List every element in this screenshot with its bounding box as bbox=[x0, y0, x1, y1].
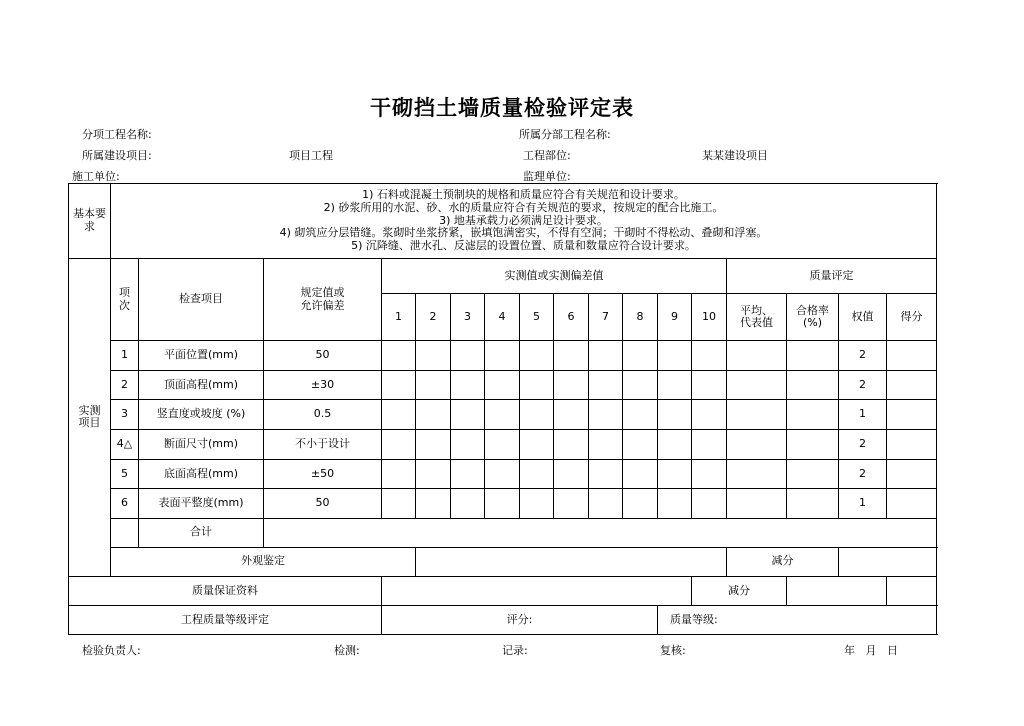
table-row bbox=[69, 489, 937, 519]
inspector-label: 检验负责人: bbox=[82, 644, 141, 657]
table-row bbox=[69, 370, 937, 400]
row-weight: 1 bbox=[839, 489, 887, 519]
inspection-table bbox=[68, 183, 937, 635]
grade-eval-label: 工程质量等级评定 bbox=[69, 605, 382, 634]
row-weight: 2 bbox=[839, 459, 887, 489]
requirement-item: 4) 砌筑应分层错缝。浆砌时坐浆挤紧，嵌填饱满密实，不得有空洞；干砌时不得松动、叠砌和浮塞。 bbox=[279, 226, 768, 240]
total-label: 合计 bbox=[139, 518, 264, 547]
row-weight: 2 bbox=[839, 341, 887, 371]
measure-number: 7 bbox=[589, 294, 623, 341]
requirement-item: 1) 石料或混凝土预制块的规格和质量应符合有关规范和设计要求。 bbox=[362, 188, 685, 202]
row-weight: 2 bbox=[839, 370, 887, 400]
review-label: 复核: bbox=[660, 644, 686, 657]
measure-number: 9 bbox=[658, 294, 692, 341]
test-label: 检测: bbox=[334, 644, 360, 657]
measure-number: 1 bbox=[382, 294, 416, 341]
row-weight: 1 bbox=[839, 400, 887, 430]
construction-project-value: 项目工程 bbox=[289, 149, 333, 162]
row-item: 平面位置(mm) bbox=[139, 341, 264, 371]
row-weight: 2 bbox=[839, 430, 887, 460]
row-seq: 2 bbox=[111, 370, 139, 400]
requirement-item: 2) 砂浆所用的水泥、砂、水的质量应符合有关规范的要求，按规定的配合比施工。 bbox=[323, 201, 724, 215]
measure-number: 5 bbox=[520, 294, 554, 341]
row-item: 顶面高程(mm) bbox=[139, 370, 264, 400]
requirement-item: 5) 沉降缝、泄水孔、反滤层的设置位置、质量和数量应符合设计要求。 bbox=[351, 239, 696, 253]
basic-requirements-text bbox=[111, 184, 937, 259]
table-row bbox=[69, 430, 937, 460]
contractor-label: 施工单位: bbox=[72, 170, 120, 183]
row-seq: 1 bbox=[111, 341, 139, 371]
row-spec: 0.5 bbox=[264, 400, 382, 430]
row-seq: 4△ bbox=[111, 430, 139, 460]
quality-docs-label: 质量保证资料 bbox=[69, 576, 382, 605]
col-quality-header: 质量评定 bbox=[727, 259, 937, 294]
row-item: 竖直度或坡度 (%) bbox=[139, 400, 264, 430]
table-row bbox=[69, 459, 937, 489]
appearance-label: 外观鉴定 bbox=[111, 547, 416, 576]
col-weight-header: 权值 bbox=[839, 294, 887, 341]
location-label: 工程部位: bbox=[523, 149, 571, 162]
col-avg-header: 平均、 代表值 bbox=[727, 294, 787, 341]
record-label: 记录: bbox=[502, 644, 528, 657]
row-seq: 6 bbox=[111, 489, 139, 519]
row-item: 断面尺寸(mm) bbox=[139, 430, 264, 460]
basic-requirements-label: 基本要求 bbox=[69, 184, 111, 259]
measure-number: 2 bbox=[416, 294, 451, 341]
col-pass-rate-header: 合格率 (%) bbox=[787, 294, 839, 341]
page-title: 干砌挡土墙质量检验评定表 bbox=[370, 96, 634, 120]
measured-items-label: 实测 项目 bbox=[69, 259, 111, 577]
measure-number: 10 bbox=[692, 294, 727, 341]
row-spec: 不小于设计 bbox=[264, 430, 382, 460]
measure-number: 4 bbox=[485, 294, 520, 341]
row-item: 表面平整度(mm) bbox=[139, 489, 264, 519]
measure-number: 8 bbox=[623, 294, 658, 341]
row-spec: 50 bbox=[264, 341, 382, 371]
location-value: 某某建设项目 bbox=[702, 149, 768, 162]
col-score-header: 得分 bbox=[887, 294, 937, 341]
row-item: 底面高程(mm) bbox=[139, 459, 264, 489]
col-item-header: 检查项目 bbox=[139, 259, 264, 341]
table-row bbox=[69, 341, 937, 371]
row-seq: 5 bbox=[111, 459, 139, 489]
col-seq-header: 项 次 bbox=[111, 259, 139, 341]
construction-project-label: 所属建设项目: bbox=[82, 149, 152, 162]
measure-number: 3 bbox=[451, 294, 485, 341]
row-spec: 50 bbox=[264, 489, 382, 519]
sub-project-label: 分项工程名称: bbox=[82, 128, 152, 141]
date-label: 年 月 日 bbox=[844, 644, 898, 657]
row-seq: 3 bbox=[111, 400, 139, 430]
col-spec-header: 规定值或 允许偏差 bbox=[264, 259, 382, 341]
parent-project-label: 所属分部工程名称: bbox=[519, 128, 611, 141]
row-spec: ±50 bbox=[264, 459, 382, 489]
col-measured-header: 实测值或实测偏差值 bbox=[382, 259, 727, 294]
score-label: 评分: bbox=[382, 605, 658, 634]
requirement-item: 3) 地基承载力必须满足设计要求。 bbox=[439, 213, 608, 227]
quality-docs-deduct-label: 减分 bbox=[692, 576, 787, 605]
grade-label: 质量等级: bbox=[658, 605, 937, 634]
supervisor-unit-label: 监理单位: bbox=[523, 170, 571, 183]
measure-number: 6 bbox=[554, 294, 589, 341]
appearance-deduct-label: 减分 bbox=[727, 547, 839, 576]
row-spec: ±30 bbox=[264, 370, 382, 400]
table-row bbox=[69, 400, 937, 430]
